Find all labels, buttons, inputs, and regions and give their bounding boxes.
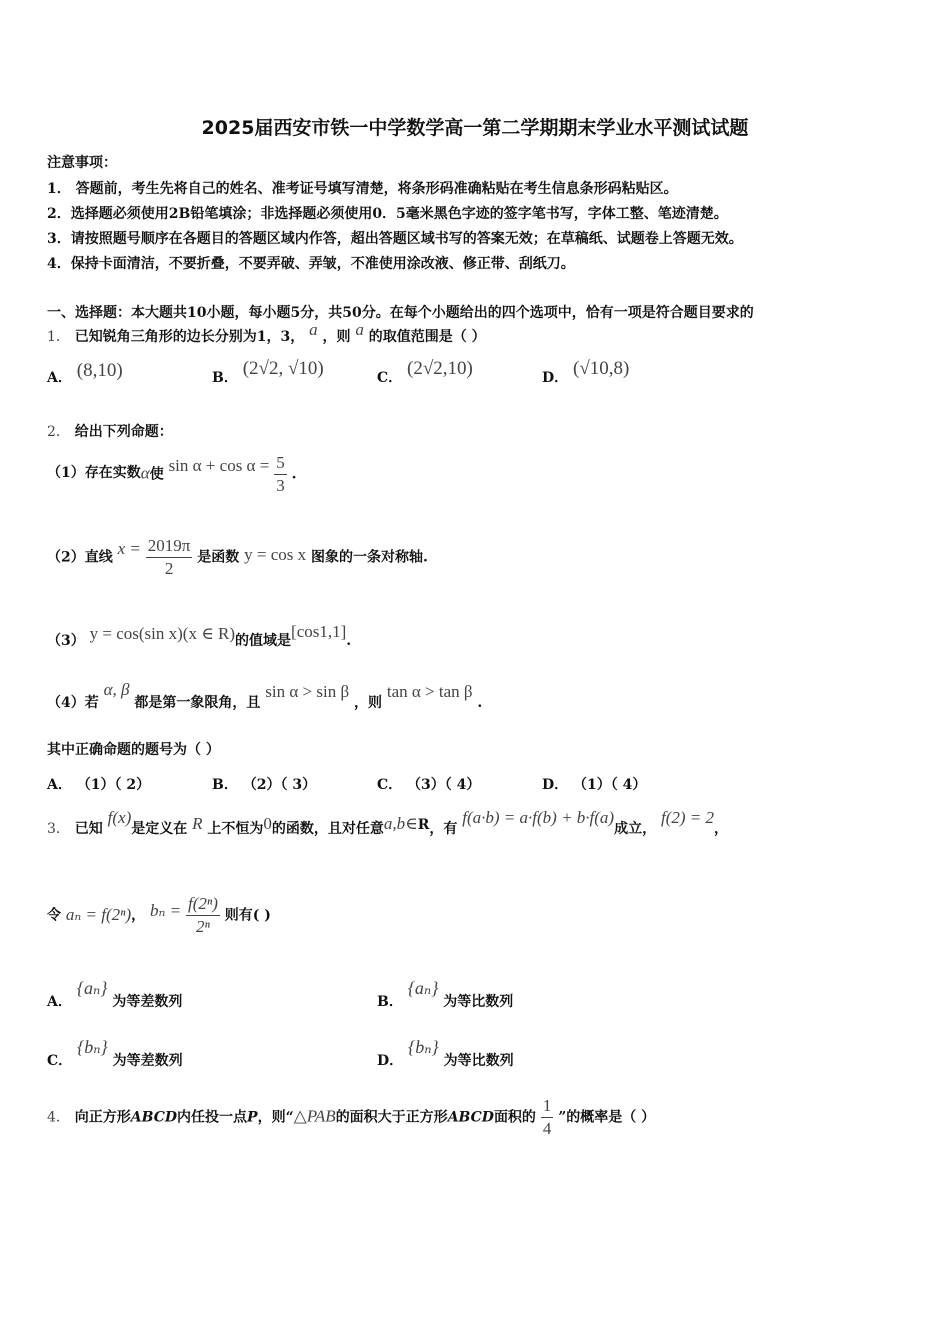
question-1	[47, 320, 486, 346]
math-var: α	[140, 463, 150, 483]
option-label: B．	[212, 777, 238, 793]
option-label: A．	[47, 370, 72, 386]
question-text: 成立，	[614, 821, 657, 837]
option-label: D．	[542, 370, 569, 386]
question-text: 的面积大于正方形	[335, 1109, 448, 1126]
question-number: 3．	[47, 821, 70, 837]
math-expr: bₙ =	[150, 900, 182, 920]
q2-option-d[interactable]	[542, 774, 646, 794]
prop-text: 是函数	[197, 549, 240, 566]
fraction	[541, 1095, 554, 1140]
question-text: 的函数，且对任意	[271, 821, 384, 837]
fraction-numerator: 5	[274, 452, 287, 475]
question-text: 已知锐角三角形的边长分别为1，3，	[74, 329, 305, 345]
q1-option-d[interactable]	[542, 358, 630, 388]
fraction-numerator: f(2ⁿ)	[186, 893, 220, 916]
math-expr: x =	[117, 538, 141, 558]
q1-option-b[interactable]	[212, 358, 324, 388]
fraction	[146, 535, 193, 580]
note-item-2: 2．选择题必须使用2B铅笔填涂；非选择题必须使用0．5毫米黑色字迹的签字笔书写，字体工整、笔迹清楚。	[47, 206, 728, 222]
proposition-1	[47, 452, 296, 497]
math-expr: a,b∈	[383, 814, 418, 833]
question-text: 给出下列命题：	[74, 424, 173, 440]
question-text: 则有( )	[224, 907, 271, 924]
question-text: 向正方形	[74, 1109, 131, 1126]
fraction-numerator: 2019π	[146, 535, 193, 558]
question-text: 内任投一点	[177, 1109, 248, 1126]
math-var: P	[247, 1109, 258, 1126]
math-expr: tan α > tan β	[386, 682, 473, 701]
question-text: 的取值范围是（ ）	[368, 329, 486, 345]
math-expr: sin α > sin β	[265, 682, 350, 701]
proposition-2	[47, 535, 428, 580]
question-text: ，	[131, 907, 146, 924]
option-text: 为等差数列	[112, 1053, 183, 1069]
prop-end: .	[477, 695, 483, 711]
q2-option-c[interactable]	[377, 774, 480, 794]
prop-text: 图象的一条对称轴.	[311, 549, 428, 566]
option-label: C．	[47, 1053, 73, 1069]
option-math: (2√2, √10)	[242, 358, 324, 379]
prop-end: .	[346, 633, 352, 649]
option-text: 为等差数列	[112, 994, 183, 1010]
option-label: C．	[377, 370, 403, 386]
question-2	[47, 421, 173, 441]
question-text: ，则“	[257, 1109, 294, 1126]
q3-option-a[interactable]	[47, 978, 183, 1010]
note-item-1: 1． 答题前，考生先将自己的姓名、准考证号填写清楚，将条形码准确粘贴在考生信息条形码粘贴区。	[47, 181, 678, 197]
option-math: (2√2,10)	[407, 358, 473, 379]
note-item-4: 4．保持卡面清洁，不要折叠，不要弄破、弄皱，不准使用涂改液、修正带、刮纸刀。	[47, 256, 575, 272]
math-expr: f(2) = 2	[660, 808, 715, 827]
math-expr: y = cos x	[244, 544, 307, 564]
question-4	[47, 1095, 655, 1140]
option-text: 为等比数列	[443, 1053, 514, 1069]
question-text: ”的概率是（ ）	[558, 1109, 656, 1126]
math-expr: f(x)	[107, 808, 132, 827]
math-expr: [cos1,1]	[291, 622, 347, 641]
question-text: 令	[47, 907, 61, 924]
question-number: 4．	[47, 1109, 70, 1126]
option-text: （2）（ 3）	[242, 777, 317, 793]
prop-text: ，则	[353, 695, 382, 711]
question-number: 1．	[47, 329, 70, 345]
fraction	[274, 452, 287, 497]
math-expr: sin α + cos α =	[168, 455, 270, 475]
option-label: B．	[212, 370, 238, 386]
option-label: C．	[377, 777, 403, 793]
option-label: D．	[542, 777, 569, 793]
option-math: {aₙ}	[76, 978, 108, 998]
option-math: (√10,8)	[573, 358, 630, 379]
question-number: 2．	[47, 424, 70, 440]
option-math: {bₙ}	[77, 1037, 108, 1057]
q3-option-d[interactable]	[377, 1037, 514, 1069]
section-heading: 一、选择题：本大题共10小题，每小题5分，共50分。在每个小题给出的四个选项中，恰有一项是符合题目要求的	[47, 305, 754, 321]
note-item-3: 3．请按照题号顺序在各题目的答题区域内作答，超出答题区域书写的答案无效；在草稿纸、试题卷上答题无效。	[47, 231, 743, 247]
option-label: A．	[47, 777, 72, 793]
option-label: B．	[377, 994, 403, 1010]
prop-text: （1）存在实数	[47, 464, 141, 481]
prop-end: .	[291, 466, 297, 483]
math-var: a	[355, 320, 364, 339]
math-var: 0	[263, 814, 272, 833]
math-var: R	[192, 814, 203, 833]
option-text: （3）（ 4）	[407, 777, 481, 793]
q2-option-a[interactable]	[47, 774, 150, 794]
q2-option-b[interactable]	[212, 774, 316, 794]
question-text: 是定义在	[131, 821, 188, 837]
option-text: （1）（ 2）	[76, 777, 151, 793]
math-set: R	[417, 817, 430, 833]
prop-text: （4）若	[47, 695, 99, 711]
math-expr: y = cos(sin x)(x ∈ R)	[89, 624, 236, 643]
q1-option-a[interactable]	[47, 360, 123, 388]
prop-text: （2）直线	[47, 549, 113, 566]
option-math: (8,10)	[76, 360, 123, 381]
question-text: ，则	[322, 329, 351, 345]
math-var: α, β	[103, 680, 130, 699]
question-3-line-2	[47, 893, 271, 938]
option-math: {aₙ}	[407, 978, 439, 998]
math-var: ABCD	[447, 1109, 494, 1126]
prop-text: 都是第一象限角，且	[134, 695, 261, 711]
q3-option-b[interactable]	[377, 978, 514, 1010]
fraction-denominator: 3	[276, 476, 285, 495]
option-text: 为等比数列	[443, 994, 514, 1010]
prop-text: 使	[149, 466, 164, 483]
question-text: ，有	[429, 821, 458, 837]
option-label: A．	[47, 994, 72, 1010]
prop-text: （3）	[47, 633, 85, 649]
fraction-denominator: 2ⁿ	[196, 917, 210, 936]
question-text: 上不恒为	[207, 821, 264, 837]
math-expr: aₙ = f(2ⁿ)	[65, 904, 132, 924]
fraction-denominator: 4	[542, 1119, 552, 1138]
question-text: 面积的	[493, 1109, 536, 1126]
fraction-denominator: 2	[164, 559, 174, 578]
question-text: ，	[714, 821, 729, 837]
math-var: a	[309, 320, 318, 339]
option-text: （1）（ 4）	[573, 777, 647, 793]
option-label: D．	[377, 1053, 404, 1069]
proposition-4	[47, 680, 483, 711]
math-var: ABCD	[130, 1109, 178, 1126]
q3-option-c[interactable]	[47, 1037, 183, 1069]
question-3	[47, 808, 729, 837]
proposition-3	[47, 622, 352, 649]
notes-heading: 注意事项：	[47, 155, 117, 171]
q2-ask: 其中正确命题的题号为（ ）	[47, 742, 220, 758]
question-text: 已知	[74, 821, 103, 837]
math-expr: f(a·b) = a·f(b) + b·f(a)	[462, 808, 615, 827]
math-expr: △PAB	[293, 1106, 336, 1126]
fraction	[186, 893, 220, 938]
option-math: {bₙ}	[408, 1037, 439, 1057]
prop-text: 的值域是	[235, 633, 292, 649]
page-title: 2025届西安市铁一中学数学高一第二学期期末学业水平测试试题	[201, 117, 749, 139]
fraction-numerator: 1	[541, 1095, 554, 1118]
q1-option-c[interactable]	[377, 358, 473, 388]
